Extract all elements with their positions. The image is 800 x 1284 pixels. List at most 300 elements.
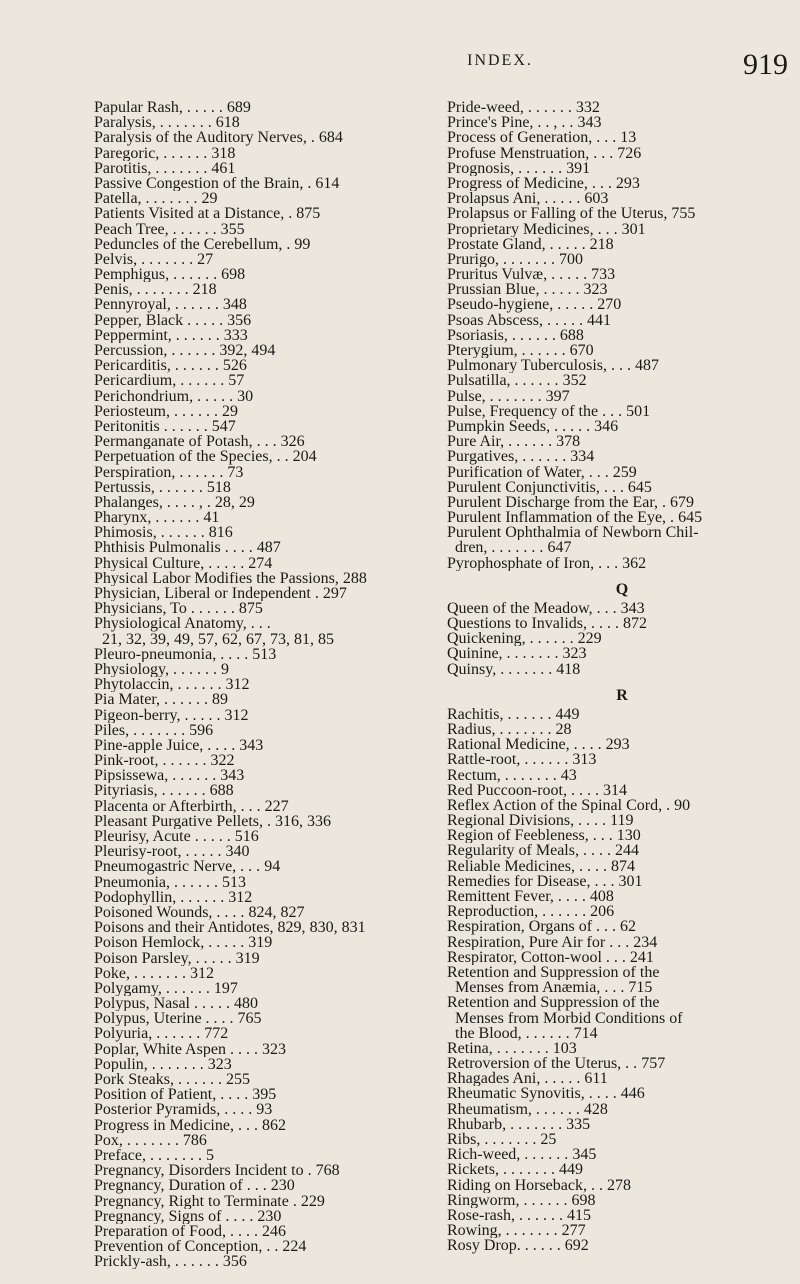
index-entry xyxy=(94,480,444,495)
entry-pages: 312 xyxy=(225,677,250,693)
entry-pages: 518 xyxy=(206,479,231,495)
entry-text: Regional Divisions, . . . . xyxy=(447,813,607,829)
index-entry xyxy=(94,358,444,373)
index-entry xyxy=(94,373,444,388)
entry-pages: 714 xyxy=(573,1025,598,1041)
index-entry xyxy=(94,282,444,297)
entry-text: Peppermint, . . . . . . xyxy=(94,327,220,343)
index-entry xyxy=(447,980,797,995)
entry-text: Pseudo-hygiene, . . . . . xyxy=(447,297,594,313)
entry-pages: 270 xyxy=(597,297,622,313)
index-entry xyxy=(447,1011,797,1026)
entry-pages: 278 xyxy=(606,1177,631,1193)
index-entry xyxy=(94,343,444,358)
entry-pages: 319 xyxy=(235,950,260,966)
index-entry xyxy=(94,449,444,464)
entry-pages: 768 xyxy=(315,1163,340,1179)
entry-text: Percussion, . . . . . . xyxy=(94,343,216,359)
index-entry xyxy=(94,404,444,419)
entry-pages: 277 xyxy=(561,1223,586,1239)
entry-text: Podophyllin, . . . . . . xyxy=(94,889,225,905)
index-entry xyxy=(447,1147,797,1162)
index-entry xyxy=(94,692,444,707)
entry-text: Region of Feebleness, . . . xyxy=(447,828,613,844)
index-entry xyxy=(94,146,444,161)
entry-pages: 334 xyxy=(570,449,595,465)
entry-pages: 218 xyxy=(589,236,614,252)
entry-pages: 119 xyxy=(610,813,634,829)
entry-text: Pyrophosphate of Iron, . . . xyxy=(447,555,619,571)
entry-text: Psoas Abscess, . . . . . xyxy=(447,312,584,328)
entry-text: Phthisis Pulmonalis . . . . xyxy=(94,540,253,556)
entry-pages: 30 xyxy=(237,388,254,404)
entry-text: Paralysis, . . . . . . . xyxy=(94,115,212,131)
entry-text: Proprietary Medicines, . . . xyxy=(447,221,618,237)
index-entry xyxy=(447,874,797,889)
entry-text: Penis, . . . . . . . xyxy=(94,282,189,298)
entry-pages: 757 xyxy=(641,1056,666,1072)
entry-text: Passive Congestion of the Brain, . xyxy=(94,175,312,192)
entry-text: dren, . . . . . . . xyxy=(447,540,544,556)
entry-pages: 312 xyxy=(228,889,253,905)
entry-text: Reliable Medicines, . . . . xyxy=(447,858,607,874)
entry-text: Rheumatic Synovitis, . . . . xyxy=(447,1086,617,1102)
entry-pages: 446 xyxy=(620,1086,645,1102)
entry-pages: 346 xyxy=(594,418,619,435)
index-entry xyxy=(94,1102,444,1117)
entry-text: Pulmonary Tuberculosis, . . . xyxy=(447,358,632,374)
entry-text: Process of Generation, . . . xyxy=(447,130,617,146)
page-title: INDEX. xyxy=(467,52,533,69)
entry-text: Peach Tree, . . . . . . xyxy=(94,221,217,237)
entry-pages: 73 xyxy=(227,464,244,480)
index-entry xyxy=(94,206,444,221)
index-entry xyxy=(447,252,797,267)
entry-text: Placenta or Afterbirth, . . . xyxy=(94,798,261,814)
index-entry xyxy=(447,1056,797,1071)
entry-text: Paregoric, . . . . . . xyxy=(94,145,208,161)
index-entry xyxy=(94,495,444,510)
index-entry xyxy=(447,130,797,145)
entry-pages: 343 xyxy=(620,600,645,616)
entry-pages: 323 xyxy=(562,646,587,662)
entry-pages: 224 xyxy=(282,1239,307,1255)
index-entry xyxy=(94,525,444,540)
entry-text: Pneumogastric Nerve, . . . xyxy=(94,859,261,875)
index-entry xyxy=(94,222,444,237)
entry-text: Pox, . . . . . . . xyxy=(94,1132,179,1148)
entry-text: Radius, . . . . . . . xyxy=(447,721,552,738)
entry-pages: 765 xyxy=(237,1011,262,1027)
index-entry xyxy=(94,1163,444,1178)
index-entry xyxy=(447,843,797,858)
page-number: 919 xyxy=(743,48,788,81)
index-entry xyxy=(94,419,444,434)
entry-text: Questions to Invalids, . . . . xyxy=(447,616,619,632)
entry-text: 21, 32, 39, 49, 57, 62, 67, 73, xyxy=(94,631,290,647)
entry-text: Physiology, . . . . . . xyxy=(94,661,217,678)
entry-pages: 234 xyxy=(633,934,658,950)
entry-pages: 13 xyxy=(620,130,637,146)
index-entry xyxy=(94,1178,444,1193)
entry-pages: 391 xyxy=(566,160,591,176)
entry-pages: 603 xyxy=(584,191,609,207)
entry-pages: 230 xyxy=(257,1208,282,1224)
entry-text: Pregnancy, Right to Terminate . xyxy=(94,1193,297,1209)
entry-text: Rowing, . . . . . . . xyxy=(447,1223,558,1239)
entry-text: Ribs, . . . . . . . xyxy=(447,1132,537,1148)
entry-text: Pink-root, . . . . . . xyxy=(94,753,207,769)
entry-text: Purulent Ophthalmia of Newborn Chil- xyxy=(447,525,699,541)
index-entry xyxy=(94,313,444,328)
entry-text: Preparation of Food, . . . . xyxy=(94,1223,258,1240)
index-entry xyxy=(94,890,444,905)
entry-text: Menses from Morbid Conditions of xyxy=(447,1010,683,1026)
entry-pages: 688 xyxy=(209,783,234,799)
index-entry xyxy=(94,768,444,783)
entry-pages: 786 xyxy=(182,1132,207,1148)
entry-pages: 314 xyxy=(602,782,627,798)
index-entry xyxy=(447,752,797,767)
index-entry xyxy=(94,100,444,115)
entry-pages: 547 xyxy=(211,418,236,435)
index-entry xyxy=(447,313,797,328)
index-entry xyxy=(94,753,444,768)
entry-text: Retina, . . . . . . . xyxy=(447,1040,549,1057)
index-entry xyxy=(447,343,797,358)
entry-text: Regularity of Meals, . . . . xyxy=(447,843,611,859)
entry-pages: 362 xyxy=(622,555,647,571)
entry-pages: 274 xyxy=(248,555,273,571)
entry-pages: 726 xyxy=(617,145,642,161)
entry-text: Pure Air, . . . . . . xyxy=(447,434,553,450)
entry-text: Pneumonia, . . . . . . xyxy=(94,874,218,890)
index-entry xyxy=(94,1042,444,1057)
entry-pages: 293 xyxy=(615,175,640,192)
index-entry xyxy=(447,798,797,813)
entry-pages: 830, 831 xyxy=(309,920,366,936)
entry-pages: 81, 85 xyxy=(294,631,334,647)
entry-text: Position of Patient, . . . . xyxy=(94,1087,249,1103)
entry-pages: 255 xyxy=(226,1072,250,1088)
index-entry xyxy=(447,540,797,555)
entry-pages: 319 xyxy=(248,935,273,951)
entry-pages: 130 xyxy=(616,828,641,844)
entry-pages: 197 xyxy=(213,980,238,997)
entry-text: Progress in Medicine, . . . xyxy=(94,1117,258,1133)
index-entry xyxy=(94,799,444,814)
index-entry xyxy=(447,100,797,115)
index-entry xyxy=(94,1118,444,1133)
index-entry xyxy=(94,571,444,586)
entry-pages: 322 xyxy=(210,753,235,769)
index-entry xyxy=(447,722,797,737)
entry-pages: 395 xyxy=(252,1087,277,1103)
entry-pages: 875 xyxy=(238,601,263,617)
entry-pages: 323 xyxy=(583,282,608,298)
index-entry xyxy=(447,282,797,297)
entry-pages: 611 xyxy=(584,1071,608,1087)
section-letter: R xyxy=(616,686,628,704)
entry-text: Poisons and their Antidotes, 829, xyxy=(94,920,306,936)
entry-text: Pumpkin Seeds, . . . . . xyxy=(447,418,591,435)
index-entry xyxy=(94,297,444,312)
entry-text: Periosteum, . . . . . . xyxy=(94,403,218,419)
index-entry xyxy=(94,662,444,677)
index-entry xyxy=(94,1148,444,1163)
entry-text: Pityriasis, . . . . . . xyxy=(94,783,206,799)
entry-text: Rectum, . . . . . . . xyxy=(447,767,557,783)
index-entry xyxy=(447,904,797,919)
entry-text: Prussian Blue, . . . . . xyxy=(447,282,580,298)
section-gap xyxy=(447,571,797,579)
entry-pages: 90 xyxy=(674,797,691,814)
index-entry xyxy=(447,1208,797,1223)
entry-pages: 93 xyxy=(256,1102,273,1118)
entry-pages: 230 xyxy=(270,1178,295,1194)
entry-text: Rachitis, . . . . . . xyxy=(447,706,552,722)
entry-pages: 343 xyxy=(239,737,264,754)
entry-text: Pia Mater, . . . . . . xyxy=(94,692,209,708)
entry-pages: 28 xyxy=(555,721,572,738)
index-entry xyxy=(94,905,444,920)
entry-text: Purgatives, . . . . . . xyxy=(447,449,567,465)
entry-pages: 94 xyxy=(264,859,281,875)
entry-pages: 378 xyxy=(556,434,581,450)
index-entry xyxy=(447,631,797,646)
entry-pages: 5 xyxy=(205,1147,214,1164)
index-entry xyxy=(94,556,444,571)
entry-pages: 340 xyxy=(225,844,250,860)
entry-pages: 480 xyxy=(234,996,258,1012)
entry-pages: 43 xyxy=(560,767,577,783)
entry-text: Prince's Pine, . . , . . xyxy=(447,115,574,131)
entry-text: Peduncles of the Cerebellum, . xyxy=(94,236,291,252)
entry-text: Purulent Discharge from the Ear, . xyxy=(447,494,666,511)
entry-text: Quinsy, . . . . . . . xyxy=(447,661,553,677)
index-entry xyxy=(447,995,797,1010)
page-header xyxy=(0,50,800,90)
index-entry xyxy=(447,965,797,980)
index-entry xyxy=(94,1239,444,1254)
entry-text: Pemphigus, . . . . . . xyxy=(94,267,218,283)
entry-pages: 333 xyxy=(223,327,248,343)
entry-pages: 692 xyxy=(564,1238,589,1254)
index-entry xyxy=(447,1026,797,1041)
entry-pages: 288 xyxy=(342,570,367,586)
entry-text: Pine-apple Juice, . . . . xyxy=(94,737,236,754)
entry-text: Rattle-root, . . . . . . xyxy=(447,752,569,768)
entry-text: Pleurisy-root, . . . . . xyxy=(94,844,222,860)
entry-text: Queen of the Meadow, . . . xyxy=(447,600,617,616)
entry-pages: 526 xyxy=(222,358,247,374)
entry-pages: 872 xyxy=(623,616,647,632)
entry-text: Pulsatilla, . . . . . . xyxy=(447,373,559,389)
entry-text: Purification of Water, . . . xyxy=(447,464,609,480)
index-entry xyxy=(447,161,797,176)
index-entry xyxy=(447,935,797,950)
entry-text: Physical Labor Modifies the Passions, xyxy=(94,570,339,586)
index-entry xyxy=(94,252,444,267)
entry-text: Prurigo, . . . . . . . xyxy=(447,251,555,268)
entry-pages: 397 xyxy=(545,388,570,404)
entry-pages: 25 xyxy=(540,1132,557,1148)
entry-text: Purulent Inflammation of the Eye, . xyxy=(447,510,675,526)
index-entry xyxy=(447,449,797,464)
entry-pages: 698 xyxy=(571,1192,596,1208)
entry-pages: 343 xyxy=(577,115,602,131)
index-entry xyxy=(447,297,797,312)
entry-text: Polygamy, . . . . . . xyxy=(94,980,210,997)
entry-pages: 513 xyxy=(222,874,246,890)
entry-pages: 700 xyxy=(559,251,583,268)
index-entry xyxy=(94,723,444,738)
entry-pages: 41 xyxy=(203,510,220,526)
entry-text: Prolapsus or Falling of the Uterus, xyxy=(447,206,668,222)
index-entry xyxy=(94,920,444,935)
entry-text: Preface, . . . . . . . xyxy=(94,1147,202,1164)
index-entry xyxy=(94,616,444,631)
entry-pages: 596 xyxy=(189,722,214,738)
index-entry xyxy=(447,510,797,525)
entry-text: Pericardium, . . . . . . xyxy=(94,373,225,389)
index-entry xyxy=(447,1086,797,1101)
entry-pages: 293 xyxy=(605,737,630,753)
entry-pages: 297 xyxy=(322,586,347,602)
entry-pages: 301 xyxy=(618,873,643,889)
index-entry xyxy=(94,1194,444,1209)
entry-pages: 99 xyxy=(294,236,311,252)
entry-pages: 356 xyxy=(227,312,252,328)
entry-text: Prostate Gland, . . . . . xyxy=(447,236,586,252)
entry-pages: 428 xyxy=(583,1101,608,1117)
entry-pages: 352 xyxy=(562,373,587,389)
index-entry xyxy=(447,768,797,783)
index-entry xyxy=(447,1041,797,1056)
entry-pages: 355 xyxy=(220,221,245,237)
entry-pages: 618 xyxy=(215,115,240,131)
entry-text: Profuse Menstruation, . . . xyxy=(447,145,614,161)
entry-pages: 647 xyxy=(547,540,572,556)
entry-pages: 449 xyxy=(559,1162,583,1178)
entry-text: Phalanges, . . . . , . xyxy=(94,494,211,511)
entry-text: Quickening, . . . . . . xyxy=(447,631,574,647)
index-entry xyxy=(94,1209,444,1224)
entry-pages: 318 xyxy=(211,145,236,161)
index-entry xyxy=(447,1238,797,1253)
index-entry xyxy=(94,966,444,981)
index-entry xyxy=(94,1011,444,1026)
entry-pages: 679 xyxy=(670,494,694,511)
entry-pages: 29 xyxy=(222,403,238,419)
index-entry xyxy=(94,586,444,601)
entry-pages: 513 xyxy=(252,646,277,662)
entry-text: Rosy Drop. . . . . . xyxy=(447,1238,561,1254)
entry-pages: 449 xyxy=(555,706,580,722)
index-entry xyxy=(447,495,797,510)
index-entry xyxy=(447,373,797,388)
index-entry xyxy=(94,859,444,874)
entry-pages: 688 xyxy=(559,327,584,343)
entry-pages: 204 xyxy=(292,449,317,465)
entry-text: Polypus, Nasal . . . . . xyxy=(94,996,230,1012)
index-entry xyxy=(94,632,444,647)
index-entry xyxy=(94,935,444,950)
entry-text: Prevention of Conception, . . xyxy=(94,1239,279,1255)
index-entry xyxy=(447,859,797,874)
index-entry xyxy=(94,434,444,449)
index-entry xyxy=(94,1026,444,1041)
entry-text: Respiration, Pure Air for . . . xyxy=(447,934,630,950)
index-entry xyxy=(447,646,797,661)
entry-pages: 323 xyxy=(261,1041,286,1057)
entry-text: Rational Medicine, . . . . xyxy=(447,737,602,753)
entry-text: Physiological Anatomy, . . . xyxy=(94,616,271,632)
entry-text: Reproduction, . . . . . . xyxy=(447,904,587,920)
index-entry xyxy=(447,176,797,191)
index-entry xyxy=(447,465,797,480)
entry-pages: 441 xyxy=(587,312,612,328)
entry-pages: 229 xyxy=(577,631,602,647)
entry-pages: 733 xyxy=(591,267,616,283)
index-entry xyxy=(94,981,444,996)
entry-pages: 772 xyxy=(204,1026,229,1042)
entry-text: Populin, . . . . . . . xyxy=(94,1056,204,1072)
index-entry xyxy=(94,161,444,176)
index-entry xyxy=(447,950,797,965)
index-entry xyxy=(447,115,797,130)
entry-pages: 343 xyxy=(220,768,245,784)
index-entry xyxy=(94,601,444,616)
index-entry xyxy=(94,783,444,798)
entry-text: Retention and Suppression of the xyxy=(447,995,660,1011)
entry-pages: 408 xyxy=(589,889,614,905)
entry-pages: 246 xyxy=(261,1223,286,1240)
entry-pages: 259 xyxy=(612,464,637,480)
index-entry xyxy=(447,1193,797,1208)
entry-pages: 9 xyxy=(220,661,229,678)
index-entry xyxy=(447,237,797,252)
entry-text: Pennyroyal, . . . . . . xyxy=(94,297,219,313)
entry-text: Peritonitis . . . . . . xyxy=(94,418,208,435)
entry-pages: 487 xyxy=(635,358,660,374)
entry-text: Perspiration, . . . . . . xyxy=(94,464,224,480)
entry-pages: 461 xyxy=(211,160,236,176)
entry-text: Perpetuation of the Species, . . xyxy=(94,449,289,465)
entry-text: Polypus, Uterine . . . . xyxy=(94,1011,234,1027)
entry-text: Rhubarb, . . . . . . . xyxy=(447,1116,563,1132)
index-entry xyxy=(94,1224,444,1239)
entry-pages: 689 xyxy=(226,100,251,116)
index-entry xyxy=(447,480,797,495)
entry-pages: 516 xyxy=(234,829,259,845)
entry-text: Pregnancy, Signs of . . . . xyxy=(94,1208,254,1224)
index-entry xyxy=(447,404,797,419)
entry-text: Retention and Suppression of the xyxy=(447,964,660,981)
entry-text: Ringworm, . . . . . . xyxy=(447,1192,568,1208)
index-entry xyxy=(447,358,797,373)
entry-pages: 875 xyxy=(296,206,321,222)
entry-pages: 244 xyxy=(614,843,639,859)
entry-text: Piles, . . . . . . . xyxy=(94,722,186,738)
index-entry xyxy=(94,814,444,829)
index-entry xyxy=(94,389,444,404)
entry-text: Rheumatism, . . . . . . xyxy=(447,1101,580,1117)
entry-text: Pelvis, . . . . . . . xyxy=(94,251,194,268)
entry-pages: 645 xyxy=(627,479,652,495)
entry-text: Pride-weed, . . . . . . xyxy=(447,100,572,116)
entry-text: Rich-weed, . . . . . . xyxy=(447,1147,569,1163)
